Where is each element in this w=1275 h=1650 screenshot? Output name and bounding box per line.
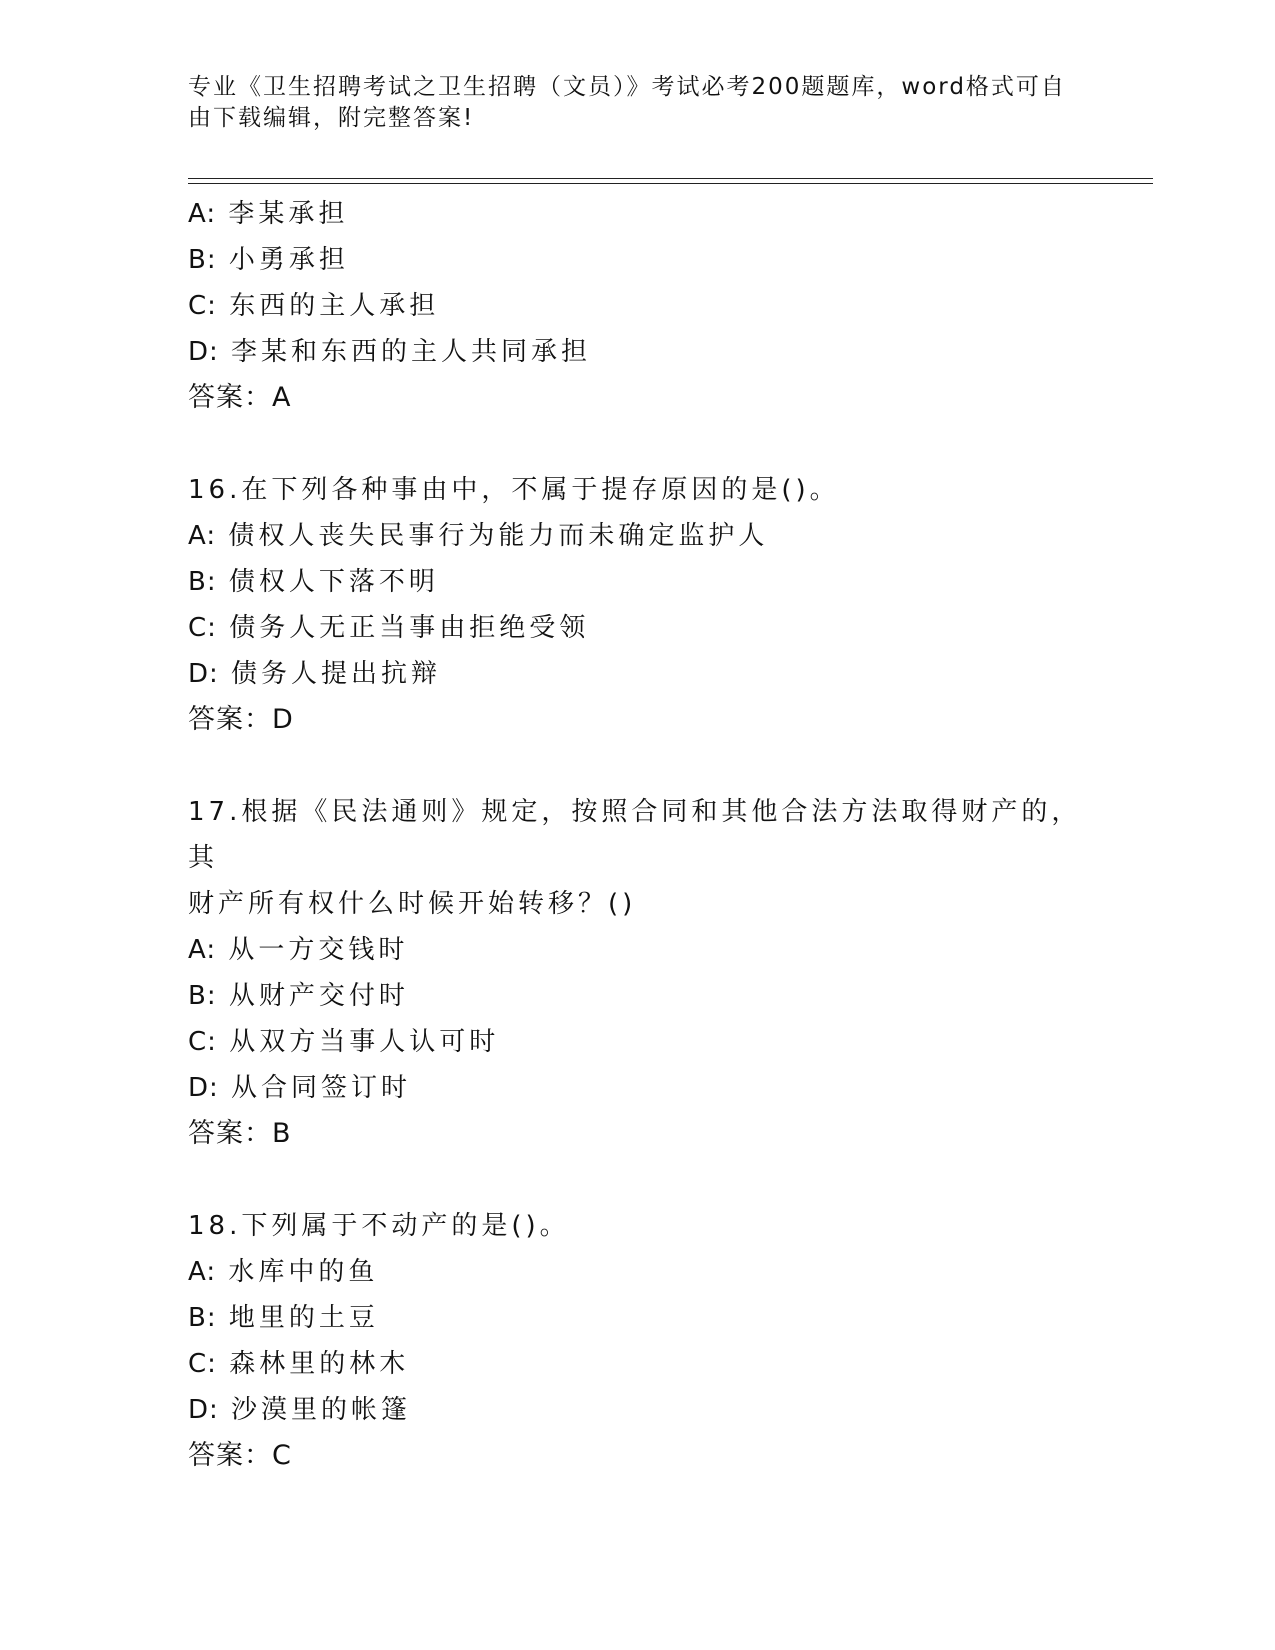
option-d: D: 从合同签订时 xyxy=(188,1073,412,1103)
question-title: 16.在下列各种事由中，不属于提存原因的是()。 xyxy=(188,475,840,505)
answer-line: 答案：D xyxy=(188,704,294,735)
document-header xyxy=(188,72,1068,134)
answer-value: B xyxy=(272,1118,292,1149)
header-line-2: 由下载编辑，附完整答案! xyxy=(188,105,475,131)
answer-line: 答案：A xyxy=(188,382,292,413)
question-16 xyxy=(188,467,1088,743)
option-b: B: 地里的土豆 xyxy=(188,1303,379,1333)
option-a: A: 水库中的鱼 xyxy=(188,1257,379,1287)
option-a: A: 债权人丧失民事行为能力而未确定监护人 xyxy=(188,521,769,551)
header-divider-top xyxy=(188,178,1153,179)
answer-value: D xyxy=(272,704,294,735)
question-title-line-2: 财产所有权什么时候开始转移？() xyxy=(188,889,637,919)
option-c: C: 东西的主人承担 xyxy=(188,291,440,321)
answer-line: 答案：B xyxy=(188,1118,292,1149)
question-15-continued xyxy=(188,191,1088,421)
header-line-1: 专业《卫生招聘考试之卫生招聘（文员）》考试必考200题题库，word格式可自 xyxy=(188,74,1066,100)
answer-value: A xyxy=(272,382,292,413)
option-a: A: 从一方交钱时 xyxy=(188,935,409,965)
option-d: D: 李某和东西的主人共同承担 xyxy=(188,337,592,367)
option-b: B: 债权人下落不明 xyxy=(188,567,439,597)
answer-value: C xyxy=(272,1440,292,1471)
question-17 xyxy=(188,789,1088,1157)
answer-line: 答案：C xyxy=(188,1440,292,1471)
option-c: C: 债务人无正当事由拒绝受领 xyxy=(188,613,590,643)
option-a: A: 李某承担 xyxy=(188,199,349,229)
option-c: C: 森林里的林木 xyxy=(188,1349,410,1379)
option-b: B: 小勇承担 xyxy=(188,245,349,275)
option-b: B: 从财产交付时 xyxy=(188,981,409,1011)
question-title: 18.下列属于不动产的是()。 xyxy=(188,1211,570,1241)
option-d: D: 沙漠里的帐篷 xyxy=(188,1395,412,1425)
question-title-line-1: 17.根据《民法通则》规定，按照合同和其他合法方法取得财产的，其 xyxy=(188,797,1082,873)
option-d: D: 债务人提出抗辩 xyxy=(188,659,442,689)
option-c: C: 从双方当事人认可时 xyxy=(188,1027,500,1057)
document-body xyxy=(188,191,1088,1479)
question-18 xyxy=(188,1203,1088,1479)
header-divider-bottom xyxy=(188,183,1153,184)
